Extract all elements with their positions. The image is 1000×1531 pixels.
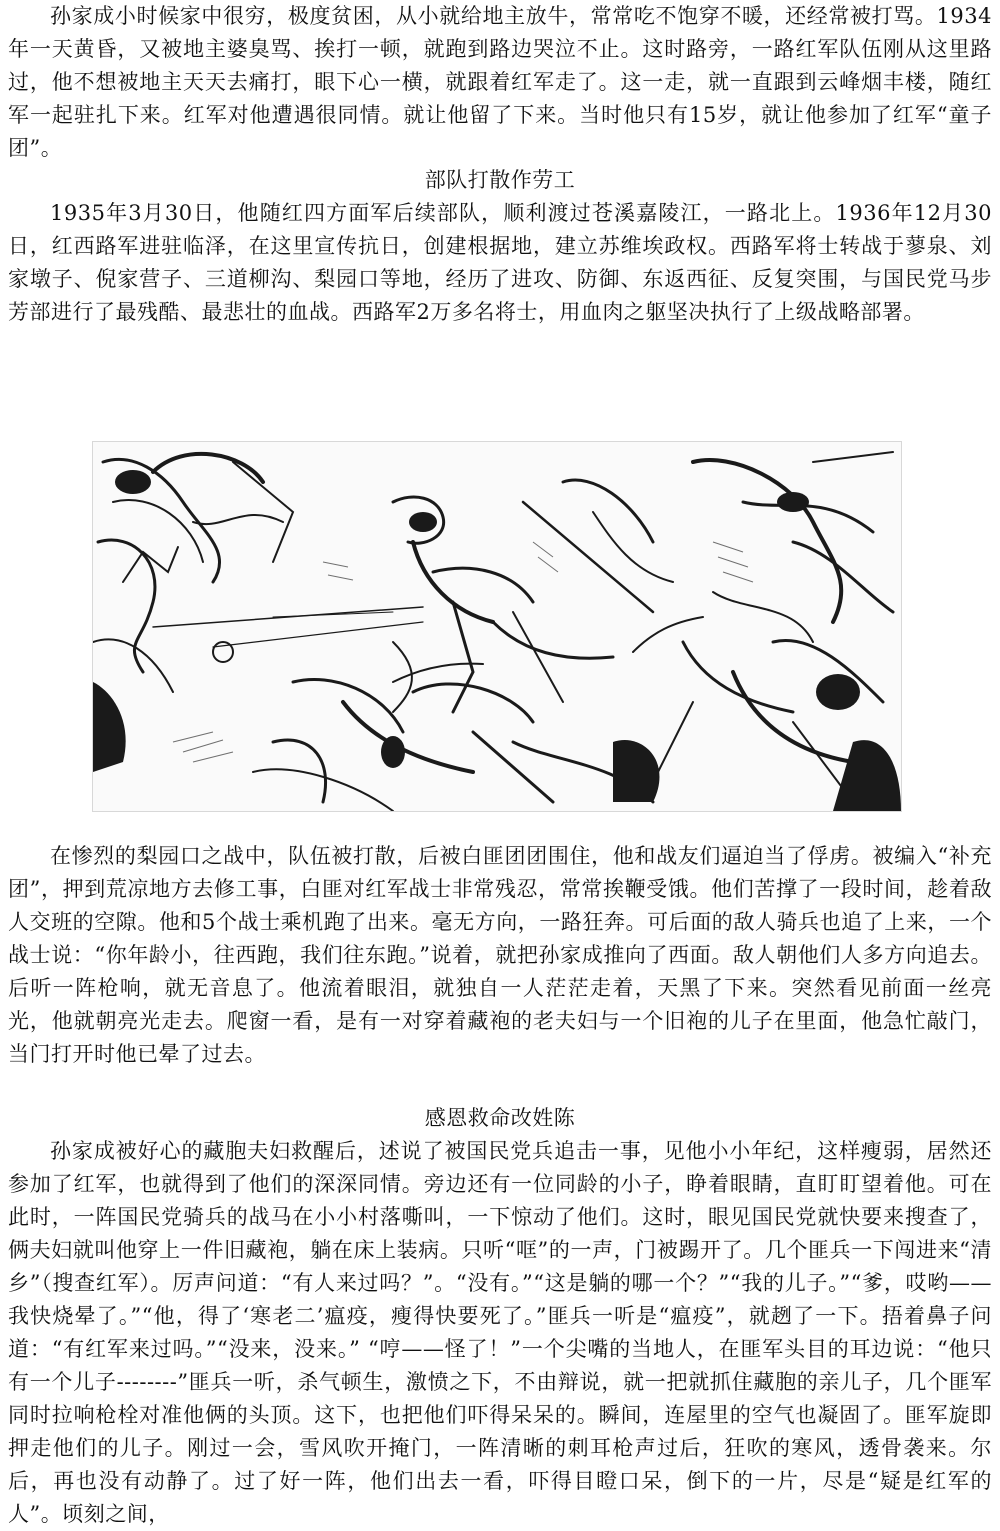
- section-heading-rescue: 感恩救命改姓陈: [424, 1106, 576, 1130]
- section-heading-labor: 部队打散作劳工: [424, 168, 576, 192]
- paragraph-tibetan-rescue: 孙家成被好心的藏胞夫妇救醒后，述说了被国民党兵追击一事，见他小小年纪，这样瘦弱，居然还参加了红军，也就得到了他们的深深同情。旁边还有一位同龄的小子，睁着眼睛，直盯盯望着他。可在此时，一阵国民党骑兵的战马在小小村落嘶叫，一下惊动了他们。这时，眼见国民党就快要来搜查了，俩夫妇就叫他穿上一件旧藏袍，躺在床上装病。只听“哐”的一声，门被踢开了。几个匪兵一下闯进来“清乡”（搜查红军）。厉声问道：“有人来过吗？”。“没有。”“这是躺的哪一个？”“我的儿子。”“爹，哎哟——我快烧晕了。”“他，得了‘寒老二’瘟疫，瘦得快要死了。”匪兵一听是“瘟疫”，就趔了一下。捂着鼻子问道：“有红军来过吗。”“没来，没来。” “哼——怪了！”一个尖嘴的当地人，在匪军头目的耳边说：“他只有一个儿子--------”匪兵一听，杀气顿生，激愤之下，不由辩说，就一把就抓住藏胞的亲儿子，几个匪军同时拉响枪栓对准他俩的头顶。这下，也把他们吓得呆呆的。瞬间，连屋里的空气也凝固了。匪军旋即押走他们的儿子。刚过一会，雪风吹开掩门，一阵清晰的刺耳枪声过后，狂吹的寒风，透骨袭来。尔后，再也没有动静了。过了好一阵，他们出去一看，吓得目瞪口呆，倒下的一片，尽是“疑是红军的人”。顷刻之间，: [8, 1139, 992, 1526]
- paragraph-west-route-army: 1935年3月30日，他随红四方面军后续部队，顺利渡过苍溪嘉陵江，一路北上。1936年12月30日，红西路军进驻临泽，在这里宣传抗日，创建根据地，建立苏维埃政权。西路军将士转战于蓼泉、刘家墩子、倪家营子、三道柳沟、梨园口等地，经历了进攻、防御、东返西征、反复突围，与国民党马步芳部进行了最残酷、最悲壮的血战。西路军2万多名将士，用血肉之躯坚决执行了上级战略部署。: [8, 201, 992, 324]
- battle-illustration-icon: [92, 441, 902, 812]
- paragraph-childhood: 孙家成小时候家中很穷，极度贫困，从小就给地主放牛，常常吃不饱穿不暖，还经常被打骂。1934年一天黄昏，又被地主婆臭骂、挨打一顿，就跑到路边哭泣不止。这时路旁，一路红军队伍刚从这里路过，他不想被地主天天去痛打，眼下心一横，就跟着红军走了。这一走，就一直跟到云峰烟丰楼，随红军一起驻扎下来。红军对他遭遇很同情。就让他留了下来。当时他只有15岁，就让他参加了红军“童子团”。: [8, 4, 992, 160]
- paragraph-liyuankou-battle: 在惨烈的梨园口之战中，队伍被打散，后被白匪团团围住，他和战友们逼迫当了俘虏。被编入“补充团”，押到荒凉地方去修工事，白匪对红军战士非常残忍，常常挨鞭受饿。他们苦撑了一段时间，趁着敌人交班的空隙。他和5个战士乘机跑了出来。毫无方向，一路狂奔。可后面的敌人骑兵也追了上来，一个战士说：“你年龄小，往西跑，我们往东跑。”说着，就把孙家成推向了西面。敌人朝他们人多方向追去。后听一阵枪响，就无音息了。他流着眼泪，就独自一人茫茫走着，天黑了下来。突然看见前面一丝亮光，他就朝亮光走去。爬窗一看，是有一对穿着藏袍的老夫妇与一个旧袍的儿子在里面，他急忙敲门，当门打开时他已晕了过去。: [8, 844, 992, 1066]
